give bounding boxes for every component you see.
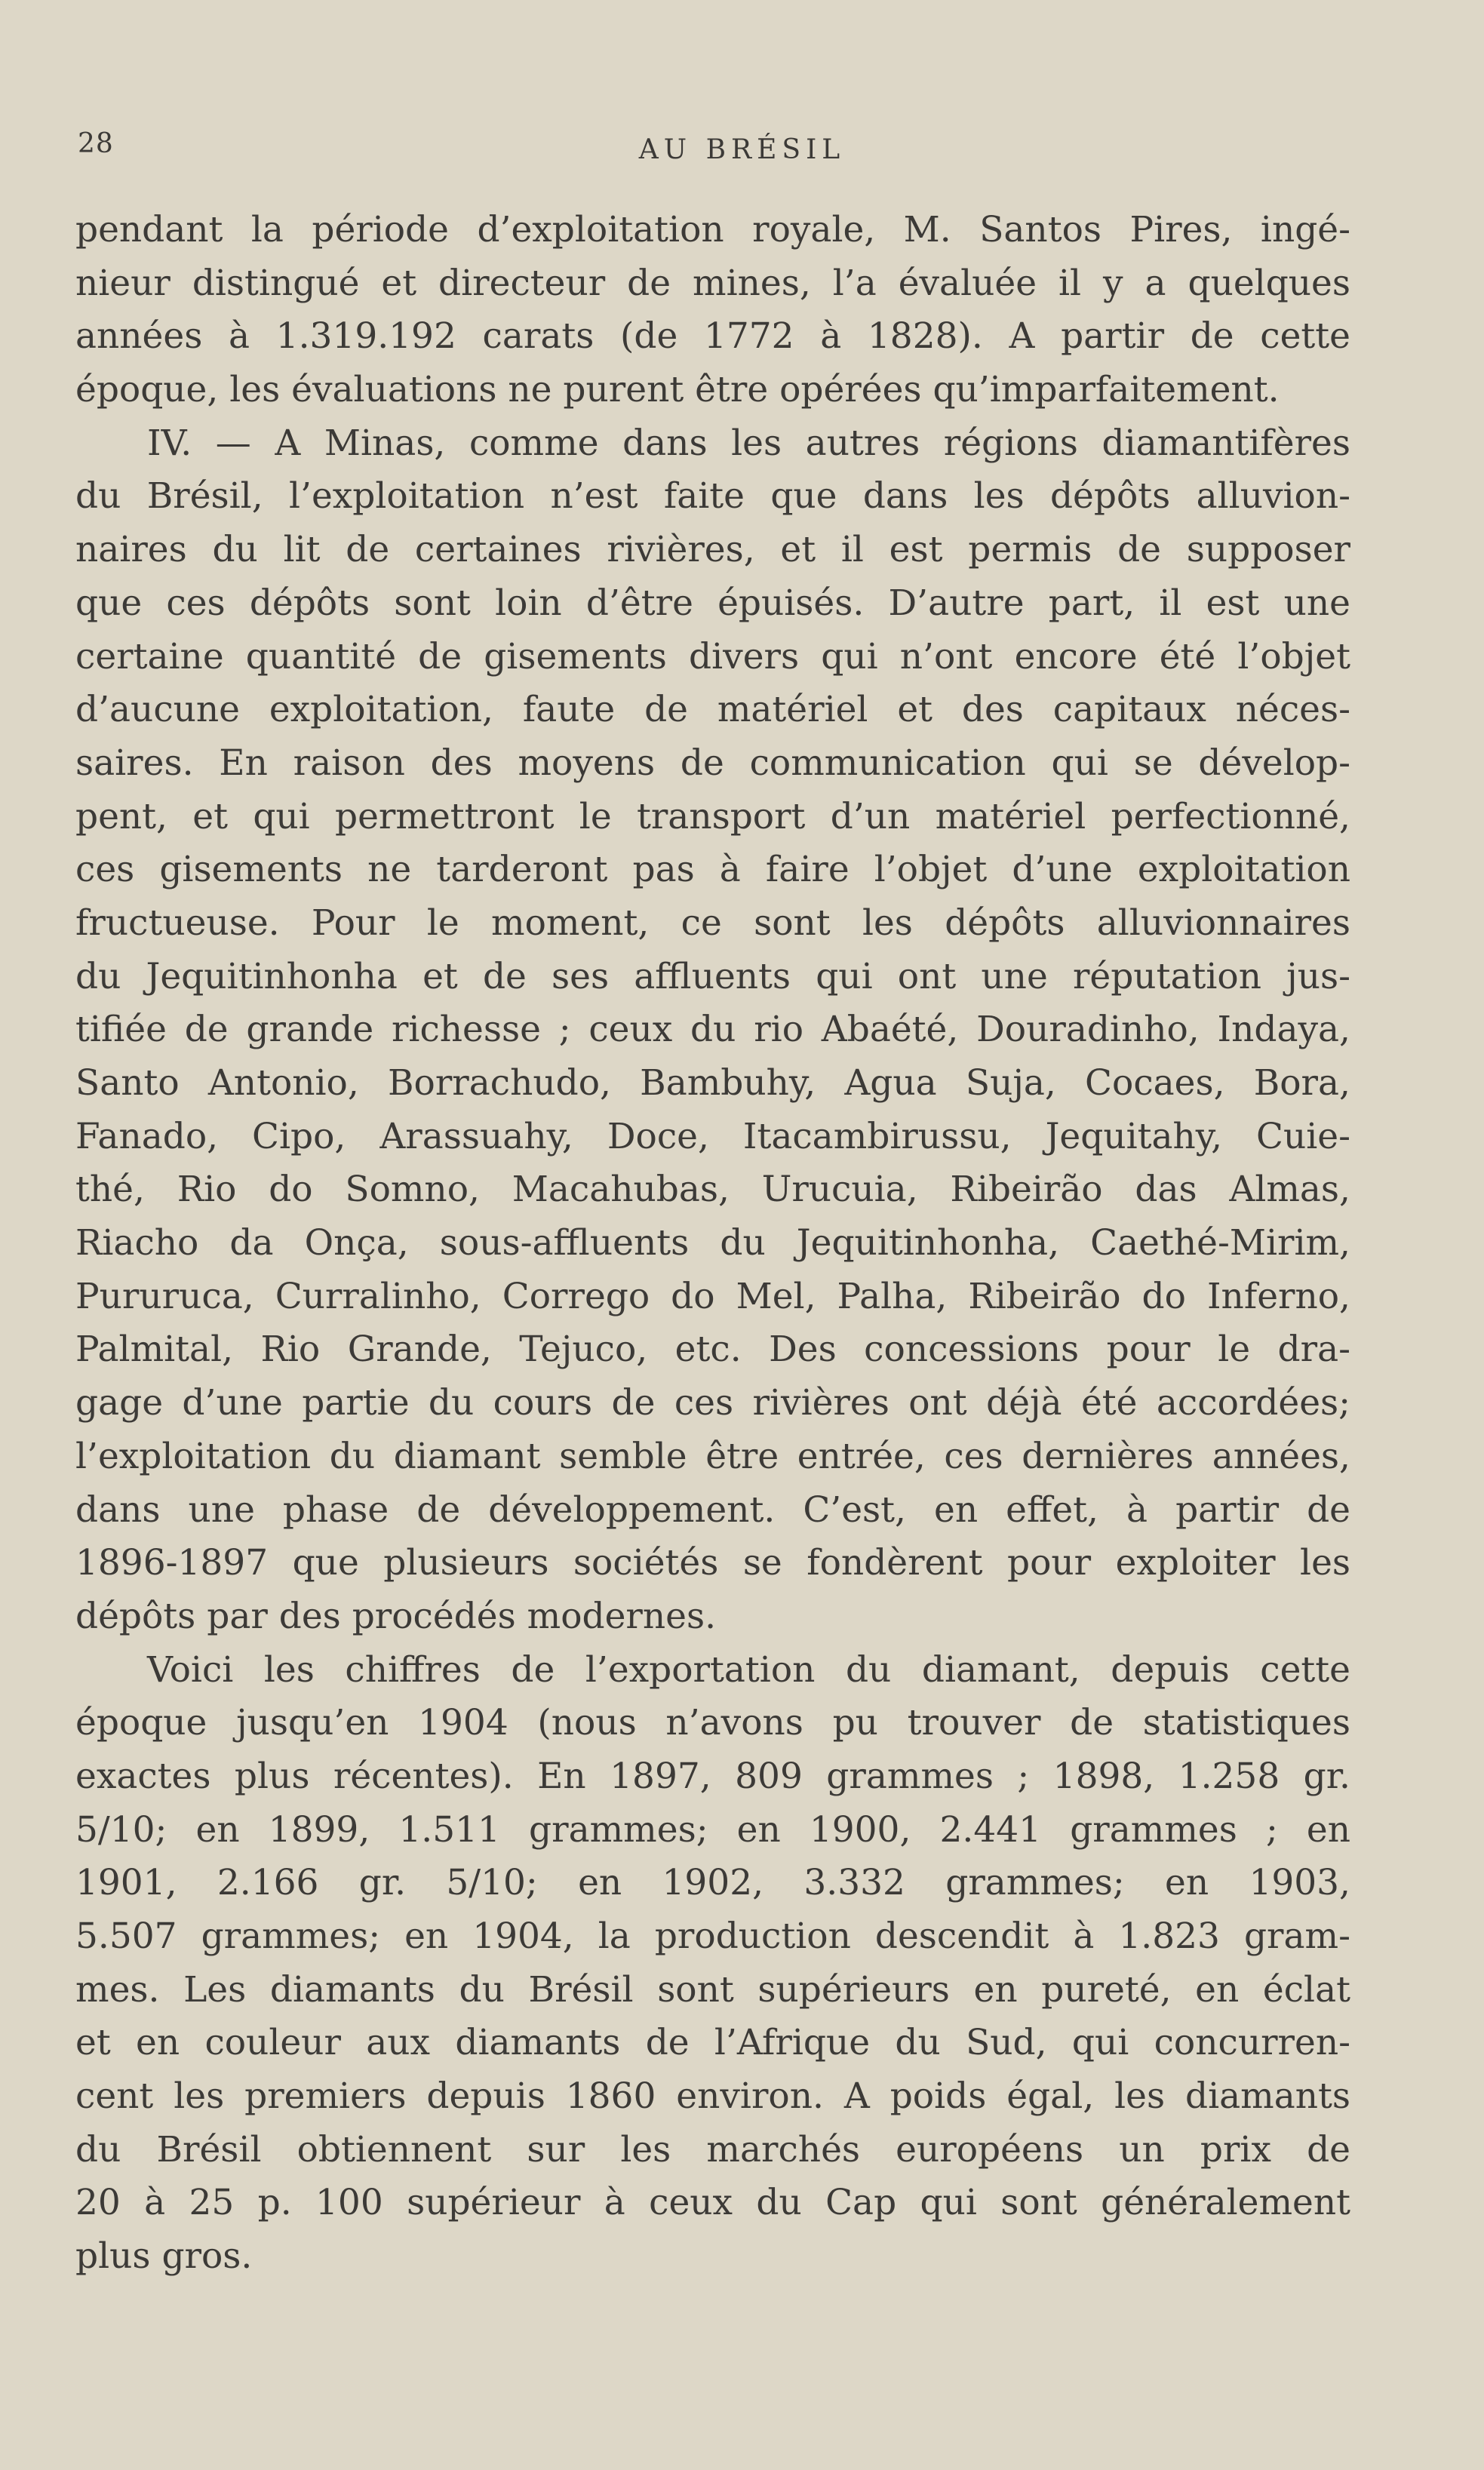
text-line: époque, les évaluations ne purent être opérées qu’imparfaitement. <box>75 369 1280 411</box>
running-head: AU BRÉSIL <box>638 134 846 165</box>
text-line: nieur distingué et directeur de mines, l’a évaluée il y a quelques <box>75 262 1350 304</box>
text-line: thé, Rio do Somno, Macahubas, Urucuia, Ribeirão das Almas, <box>75 1169 1350 1211</box>
text-line: Pururuca, Curralinho, Corrego do Mel, Palha, Ribeirão do Inferno, <box>75 1275 1350 1317</box>
text-line: époque jusqu’en 1904 (nous n’avons pu trouver de statistiques <box>75 1702 1350 1744</box>
text-line: Voici les chiffres de l’exportation du diamant, depuis cette <box>147 1648 1350 1691</box>
text-line: du Jequitinhonha et de ses affluents qui ont une réputation jus- <box>75 955 1350 997</box>
text-line: mes. Les diamants du Brésil sont supérieurs en pureté, en éclat <box>75 1968 1350 2011</box>
text-line: 1896-1897 que plusieurs sociétés se fondèrent pour exploiter les <box>75 1542 1350 1584</box>
text-line: que ces dépôts sont loin d’être épuisés. D’autre part, il est une <box>75 582 1350 624</box>
text-line: dépôts par des procédés modernes. <box>75 1595 717 1637</box>
text-line: gage d’une partie du cours de ces rivières ont déjà été accordées; <box>75 1382 1350 1424</box>
text-line: Santo Antonio, Borrachudo, Bambuhy, Agua Suja, Cocaes, Bora, <box>75 1062 1350 1104</box>
text-line: fructueuse. Pour le moment, ce sont les dépôts alluvionnaires <box>75 902 1350 944</box>
text-line: pendant la période d’exploitation royale, M. Santos Pires, ingé- <box>75 209 1350 250</box>
text-line: Riacho da Onça, sous-affluents du Jequitinhonha, Caethé-Mirim, <box>75 1222 1350 1264</box>
text-line: du Brésil obtiennent sur les marchés européens un prix de <box>75 2128 1350 2170</box>
text-line: Palmital, Rio Grande, Tejuco, etc. Des concessions pour le dra- <box>75 1329 1350 1371</box>
text-line: l’exploitation du diamant semble être entrée, ces dernières années, <box>75 1435 1350 1477</box>
text-line: naires du lit de certaines rivières, et il est permis de supposer <box>75 529 1350 571</box>
body-text <box>75 204 1350 2284</box>
text-line: Fanado, Cipo, Arassuahy, Doce, Itacambirussu, Jequitahy, Cuie- <box>75 1115 1350 1157</box>
text-line: cent les premiers depuis 1860 environ. A poids égal, les diamants <box>75 2075 1350 2118</box>
text-line: certaine quantité de gisements divers qui n’ont encore été l’objet <box>75 635 1350 677</box>
text-line: ces gisements ne tarderont pas à faire l’objet d’une exploitation <box>75 849 1350 891</box>
text-line: exactes plus récentes). En 1897, 809 grammes ; 1898, 1.258 gr. <box>75 1755 1350 1797</box>
paragraph <box>75 1644 1350 2284</box>
text-line: plus gros. <box>75 2235 253 2278</box>
text-line: 5/10; en 1899, 1.511 grammes; en 1900, 2.441 grammes ; en <box>75 1808 1350 1851</box>
text-line: tifiée de grande richesse ; ceux du rio Abaété, Douradinho, Indaya, <box>75 1009 1350 1051</box>
paragraph <box>75 417 1350 1644</box>
text-line: pent, et qui permettront le transport d’un matériel perfectionné, <box>75 795 1350 837</box>
text-line: IV. — A Minas, comme dans les autres régions diamantifères <box>147 422 1350 464</box>
text-line: années à 1.319.192 carats (de 1772 à 1828). A partir de cette <box>75 315 1350 358</box>
text-line: 20 à 25 p. 100 supérieur à ceux du Cap qui sont généralement <box>75 2182 1350 2224</box>
text-line: 1901, 2.166 gr. 5/10; en 1902, 3.332 grammes; en 1903, <box>75 1862 1350 1904</box>
text-line: et en couleur aux diamants de l’Afrique du Sud, qui concurren- <box>75 2022 1350 2064</box>
paragraph <box>75 204 1350 417</box>
page-number: 28 <box>78 128 114 159</box>
text-line: 5.507 grammes; en 1904, la production descendit à 1.823 gram- <box>75 1915 1350 1957</box>
text-line: d’aucune exploitation, faute de matériel et des capitaux néces- <box>75 689 1350 731</box>
text-line: dans une phase de développement. C’est, en effet, à partir de <box>75 1488 1350 1531</box>
text-line: du Brésil, l’exploitation n’est faite que dans les dépôts alluvion- <box>75 475 1350 518</box>
text-line: saires. En raison des moyens de communication qui se dévelop- <box>75 742 1350 784</box>
